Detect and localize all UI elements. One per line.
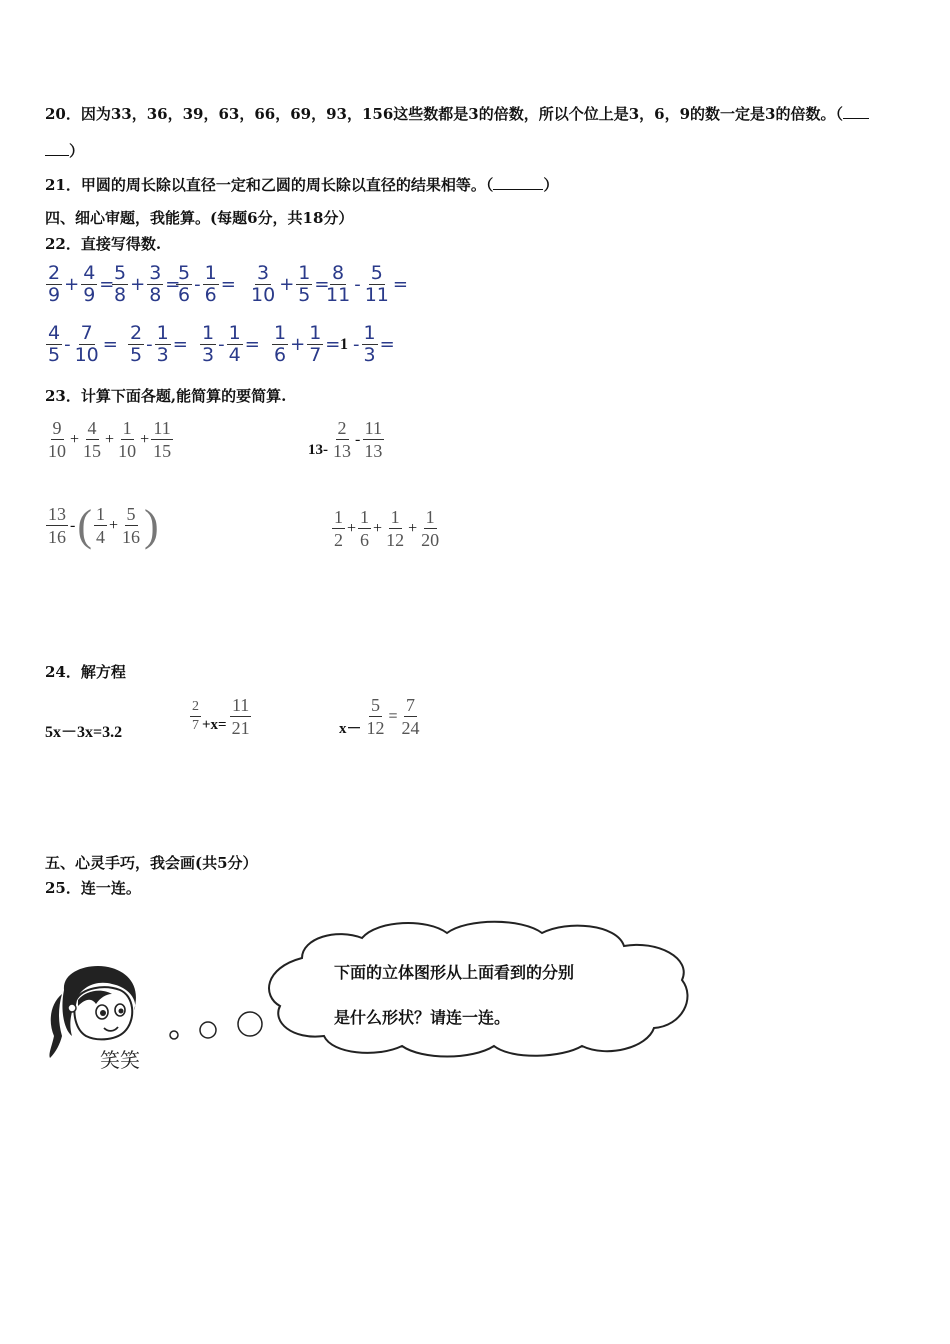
fraction: $\frac{4}{5}$ xyxy=(48,322,61,366)
q22-item: $\frac{1}{6}$ + $\frac{1}{7}$ = xyxy=(274,322,341,366)
q22-item: $\frac{2}{9}$ + $\frac{4}{9}$ = xyxy=(48,262,115,306)
fraction: $\frac{2}{9}$ xyxy=(48,262,61,306)
fraction: $\frac{5}{11}$ xyxy=(364,262,389,306)
q24-title: 24．解方程 xyxy=(45,663,126,681)
section5-heading: 五、心灵手巧，我会画(共5分） xyxy=(45,854,258,872)
q22-item: 1 - $\frac{1}{3}$ = xyxy=(340,322,395,366)
q22-item: $\frac{5}{6}$ - $\frac{1}{6}$ = xyxy=(178,262,236,306)
fraction: $\frac{2}{7}$ xyxy=(192,699,199,733)
q20-continuation: ） xyxy=(45,140,84,161)
fraction: $\frac{1}{3}$ xyxy=(202,322,215,366)
cloud-line-2: 是什么形状？请连一连。 xyxy=(334,1008,511,1027)
q22-item: $\frac{5}{8}$ + $\frac{3}{8}$ = xyxy=(114,262,181,306)
fraction: $\frac{1}{5}$ xyxy=(298,262,311,306)
fraction: $\frac{1}{7}$ xyxy=(309,322,322,366)
answer-blank[interactable] xyxy=(843,104,869,119)
q22-item: $\frac{4}{5}$ - $\frac{7}{10}$ = xyxy=(48,322,118,366)
q23-expression-1: $\frac{9}{10}$ + $\frac{4}{15}$ + $\frac{1}{10}$ + $\frac{11}{15}$ xyxy=(48,418,172,461)
cloud-line-1: 下面的立体图形从上面看到的分别 xyxy=(334,963,575,982)
fraction: $\frac{8}{11}$ xyxy=(326,262,351,306)
q21-text: 21．甲圆的周长除以直径一定和乙圆的周长除以直径的结果相等。（ ） xyxy=(45,176,559,194)
fraction: $\frac{1}{4}$ xyxy=(228,322,241,366)
fraction: $\frac{1}{12}$ xyxy=(386,507,405,550)
fraction: $\frac{4}{15}$ xyxy=(83,418,102,461)
fraction: $\frac{5}{16}$ xyxy=(122,504,141,547)
q25-title: 25．连一连。 xyxy=(45,879,141,897)
q22-item: $\frac{2}{5}$ - $\frac{1}{3}$ = xyxy=(130,322,188,366)
answer-blank[interactable] xyxy=(493,175,543,190)
fraction: $\frac{1}{3}$ xyxy=(156,322,169,366)
q22-item: $\frac{8}{11}$ - $\frac{5}{11}$ = xyxy=(326,262,408,306)
q23-expression-3: $\frac{13}{16}$ - ( $\frac{1}{4}$ + $\frac{5}{16}$ ) xyxy=(48,500,159,550)
fraction: $\frac{7}{10}$ xyxy=(74,322,99,366)
q22-item: $\frac{1}{3}$ - $\frac{1}{4}$ = xyxy=(202,322,260,366)
q23-expression-2: 13- $\frac{2}{13}$ - $\frac{11}{13}$ xyxy=(308,418,383,461)
fraction: $\frac{11}{15}$ xyxy=(153,418,172,461)
fraction: $\frac{1}{6}$ xyxy=(274,322,287,366)
fraction: $\frac{3}{8}$ xyxy=(149,262,162,306)
fraction: $\frac{5}{12}$ xyxy=(366,695,385,738)
fraction: $\frac{2}{5}$ xyxy=(130,322,143,366)
q23-expression-4: $\frac{1}{2}$ + $\frac{1}{6}$ + $\frac{1}{12}$ + $\frac{1}{20}$ xyxy=(334,507,440,550)
fraction: $\frac{1}{10}$ xyxy=(118,418,137,461)
fraction: $\frac{3}{10}$ xyxy=(251,262,276,306)
q22-title: 22．直接写得数. xyxy=(45,235,162,253)
thought-bubbles xyxy=(160,1000,270,1050)
fraction: $\frac{11}{13}$ xyxy=(364,418,383,461)
q24-equation-3: x－ $\frac{5}{12}$ = $\frac{7}{24}$ xyxy=(339,695,420,738)
fraction: $\frac{4}{9}$ xyxy=(83,262,96,306)
fraction: $\frac{9}{10}$ xyxy=(48,418,66,461)
fraction: $\frac{7}{24}$ xyxy=(401,695,420,738)
fraction: $\frac{1}{20}$ xyxy=(421,507,440,550)
fraction: $\frac{1}{3}$ xyxy=(363,322,376,366)
section4-heading: 四、细心审题，我能算。(每题6分，共18分） xyxy=(45,209,354,227)
fraction: $\frac{11}{21}$ xyxy=(231,695,250,738)
fraction: $\frac{5}{6}$ xyxy=(178,262,191,306)
girl-label: 笑笑 xyxy=(100,1048,140,1072)
fraction: $\frac{1}{4}$ xyxy=(95,504,105,547)
answer-blank[interactable] xyxy=(45,141,69,156)
fraction: $\frac{5}{8}$ xyxy=(114,262,127,306)
fraction: $\frac{13}{16}$ xyxy=(48,504,66,547)
q20-text: 20．因为33，36，39，63，66，69，93，156这些数都是3的倍数，所以个位上是3，6，9的数一定是3的倍数。（ xyxy=(45,103,869,124)
fraction: $\frac{1}{6}$ xyxy=(360,507,370,550)
q24-equation-1: 5x－3x=3.2 xyxy=(45,724,123,741)
speech-cloud xyxy=(262,918,698,1058)
q23-title: 23．计算下面各题,能简算的要简算. xyxy=(45,387,287,405)
q22-item: $\frac{3}{10}$ + $\frac{1}{5}$ = xyxy=(251,262,330,306)
fraction: $\frac{2}{13}$ xyxy=(333,418,351,461)
fraction: $\frac{1}{2}$ xyxy=(334,507,343,550)
fraction: $\frac{1}{6}$ xyxy=(204,262,217,306)
q24-equation-2: $\frac{2}{7}$ +x= $\frac{11}{21}$ xyxy=(192,695,250,738)
